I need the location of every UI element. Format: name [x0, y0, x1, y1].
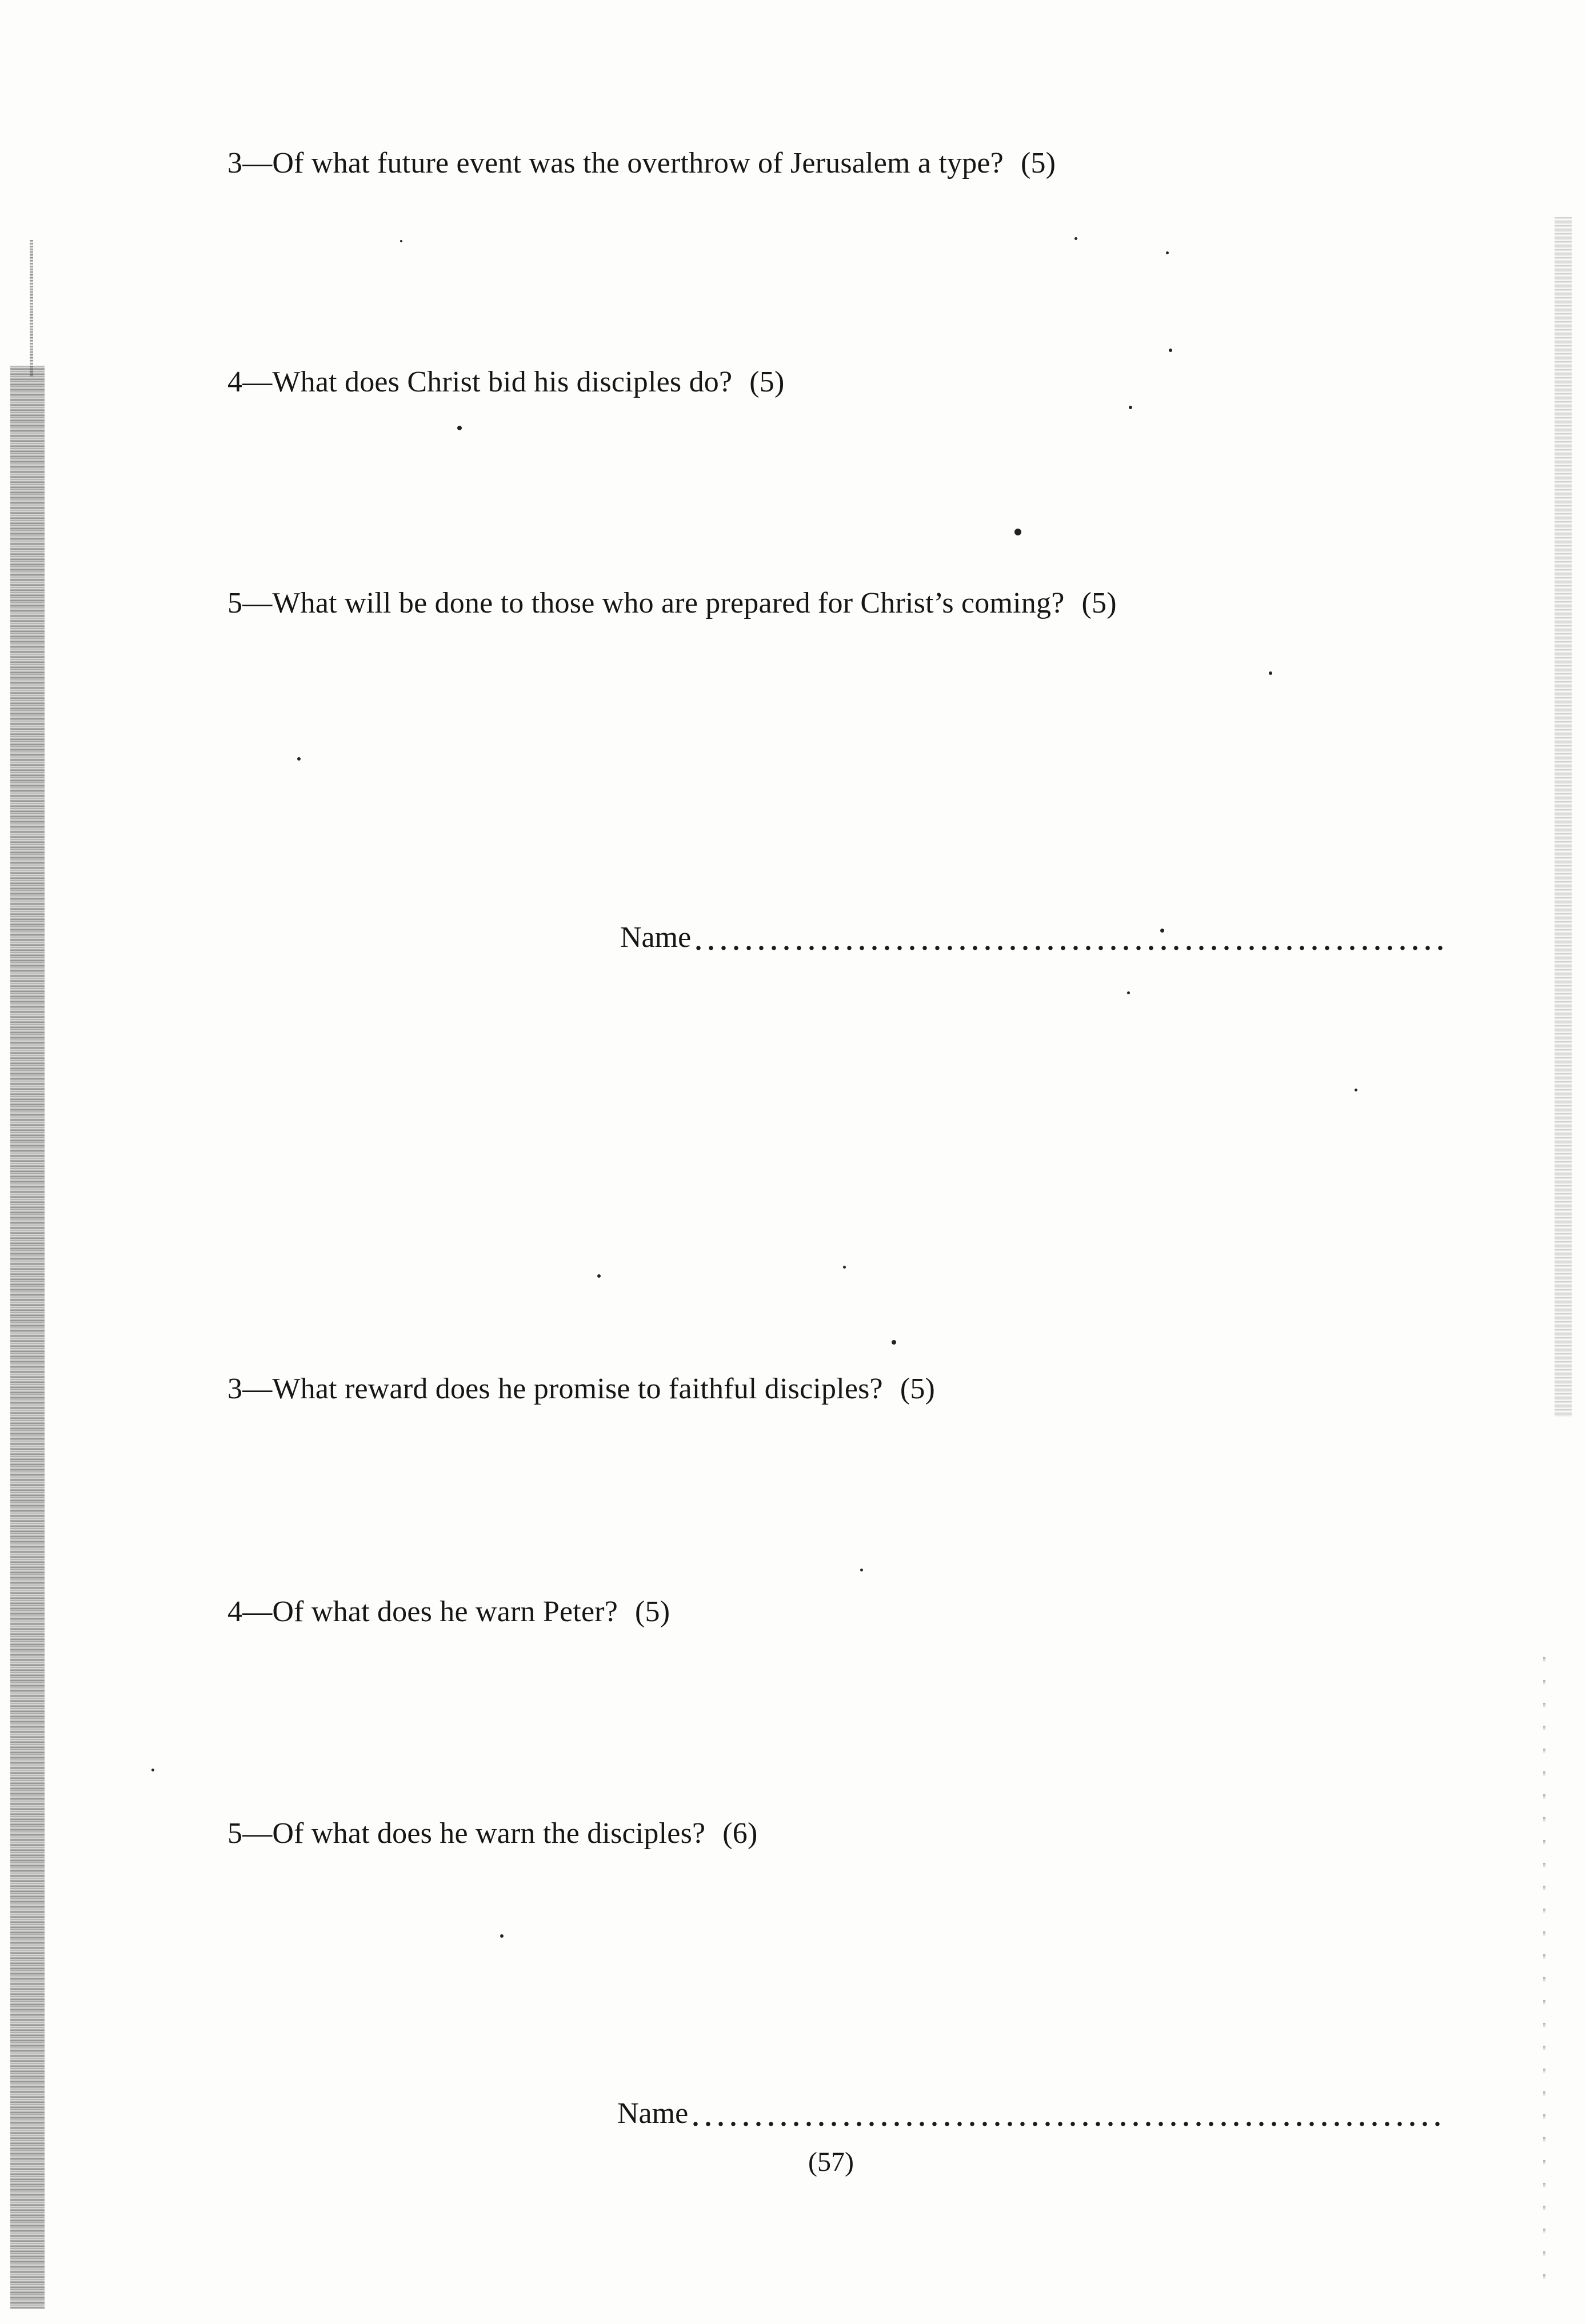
scan-speck — [1166, 251, 1169, 254]
question-number: 5 — [227, 587, 243, 619]
scan-speck — [1127, 991, 1130, 994]
name-line-top — [620, 920, 1445, 955]
question-text: —What reward does he promise to faithful disciples? — [242, 1373, 883, 1405]
scan-speck — [297, 757, 301, 761]
scan-speck — [597, 1274, 601, 1278]
question-text: —What will be done to those who are prepared for Christ’s coming? — [242, 587, 1065, 619]
question-number: 4 — [227, 366, 243, 398]
question-text: —Of what does he warn the disciples? — [242, 1817, 706, 1850]
question-marks: (5) — [749, 366, 785, 398]
scan-speck — [1355, 1089, 1357, 1091]
page-number: (57) — [808, 2147, 854, 2177]
question-5-top — [227, 586, 1117, 621]
scan-right-edge — [1555, 217, 1572, 1417]
question-marks: (5) — [1020, 147, 1056, 179]
question-3-bottom — [227, 1371, 935, 1407]
question-number: 5 — [227, 1817, 243, 1850]
scan-speck — [151, 1769, 154, 1771]
question-marks: (5) — [635, 1595, 670, 1628]
scan-speck — [1129, 406, 1132, 409]
name-answer-dotted-line — [688, 2096, 1443, 2131]
scan-binding-edge-top — [30, 240, 33, 377]
question-5-bottom — [227, 1816, 758, 1851]
scan-binding-edge — [10, 366, 45, 2309]
question-marks: (5) — [1081, 587, 1117, 619]
question-number: 3 — [227, 1373, 243, 1405]
question-number: 4 — [227, 1595, 243, 1628]
scan-speck — [1269, 671, 1272, 675]
question-marks: (6) — [722, 1817, 758, 1850]
name-line-bottom — [617, 2096, 1443, 2131]
question-3-top — [227, 146, 1056, 181]
name-answer-dotted-line — [691, 920, 1445, 955]
question-text: —What does Christ bid his disciples do? — [242, 366, 733, 398]
scan-speck — [457, 426, 462, 430]
scan-speck — [1074, 237, 1077, 240]
question-marks: (5) — [900, 1373, 936, 1405]
question-4-top — [227, 365, 784, 400]
name-label: Name — [617, 2097, 689, 2130]
question-text: —Of what does he warn Peter? — [242, 1595, 618, 1628]
question-4-bottom — [227, 1594, 670, 1630]
scan-speck — [860, 1569, 863, 1571]
scan-speck — [400, 240, 402, 242]
scan-speck — [500, 1934, 504, 1938]
question-number: 3 — [227, 147, 243, 179]
scan-speck — [1169, 349, 1172, 352]
scan-right-edge-lower — [1543, 1657, 1545, 2286]
question-text: —Of what future event was the overthrow of Jerusalem a type? — [242, 147, 1004, 179]
scan-speck — [892, 1340, 896, 1345]
scan-speck — [1014, 529, 1021, 535]
name-label: Name — [620, 921, 692, 954]
scan-speck — [843, 1266, 846, 1269]
